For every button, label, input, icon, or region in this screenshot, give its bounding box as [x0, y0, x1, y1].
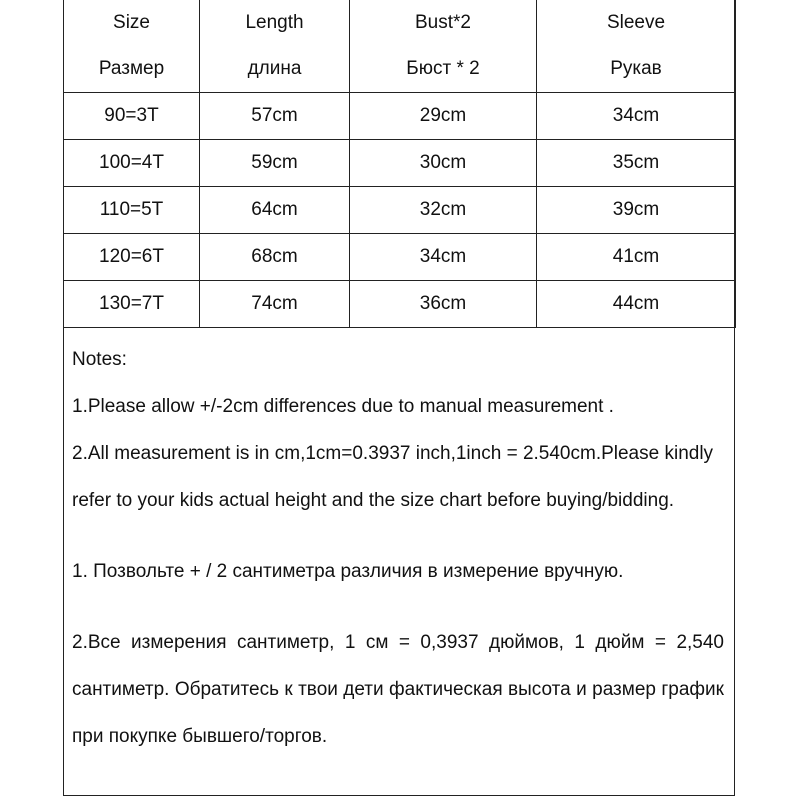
cell-bust: 36cm — [350, 281, 537, 328]
notes-title: Notes: — [72, 349, 127, 370]
table-row — [64, 93, 736, 140]
notes-section — [72, 336, 724, 760]
cell-bust: 34cm — [350, 234, 537, 281]
cell-bust: 29cm — [350, 93, 537, 140]
cell-length: 74cm — [200, 281, 350, 328]
header-sleeve-en: Sleeve — [606, 12, 666, 33]
note-ru-1: 1. Позвольте + / 2 сантиметра различия в измерение вручную. — [72, 561, 624, 582]
header-sleeve — [537, 0, 736, 93]
cell-bust: 30cm — [350, 140, 537, 187]
cell-length: 68cm — [200, 234, 350, 281]
header-length-ru: длина — [247, 58, 302, 79]
cell-size: 110=5T — [64, 187, 200, 234]
cell-length: 59cm — [200, 140, 350, 187]
header-bust-en: Bust*2 — [415, 12, 471, 33]
notes-spacer — [72, 595, 724, 619]
cell-sleeve: 44cm — [537, 281, 736, 328]
cell-sleeve: 39cm — [537, 187, 736, 234]
table-row — [64, 281, 736, 328]
cell-length: 64cm — [200, 187, 350, 234]
notes-spacer — [72, 524, 724, 548]
header-size-en: Size — [113, 12, 150, 33]
cell-size: 120=6T — [64, 234, 200, 281]
table-row — [64, 234, 736, 281]
header-bust — [350, 0, 537, 93]
header-bust-ru: Бюст * 2 — [406, 58, 480, 79]
cell-sleeve: 41cm — [537, 234, 736, 281]
header-length-en: Length — [245, 12, 304, 33]
cell-size: 130=7T — [64, 281, 200, 328]
cell-size: 90=3T — [64, 93, 200, 140]
cell-sleeve: 35cm — [537, 140, 736, 187]
header-size-ru: Размер — [98, 58, 165, 79]
note-en-2: 2.All measurement is in cm,1cm=0.3937 inch,1inch = 2.540cm.Please kindly refer to your kids actual height and the size chart before buying/bidding. — [72, 443, 714, 511]
table-row — [64, 140, 736, 187]
cell-length: 57cm — [200, 93, 350, 140]
table-row — [64, 187, 736, 234]
cell-size: 100=4T — [64, 140, 200, 187]
note-en-1: 1.Please allow +/-2cm differences due to manual measurement . — [72, 396, 614, 417]
size-chart-table — [63, 0, 736, 328]
header-sleeve-ru: Рукав — [610, 58, 662, 79]
header-size — [64, 0, 200, 93]
table-header-row — [64, 0, 736, 93]
header-length — [200, 0, 350, 93]
note-ru-2: 2.Все измерения сантиметр, 1 см = 0,3937 дюймов, 1 дюйм = 2,540 сантиметр. Обратитесь к твои дети фактическая высота и размер график при покупке бывшего/торгов. — [72, 632, 724, 747]
cell-sleeve: 34cm — [537, 93, 736, 140]
cell-bust: 32cm — [350, 187, 537, 234]
